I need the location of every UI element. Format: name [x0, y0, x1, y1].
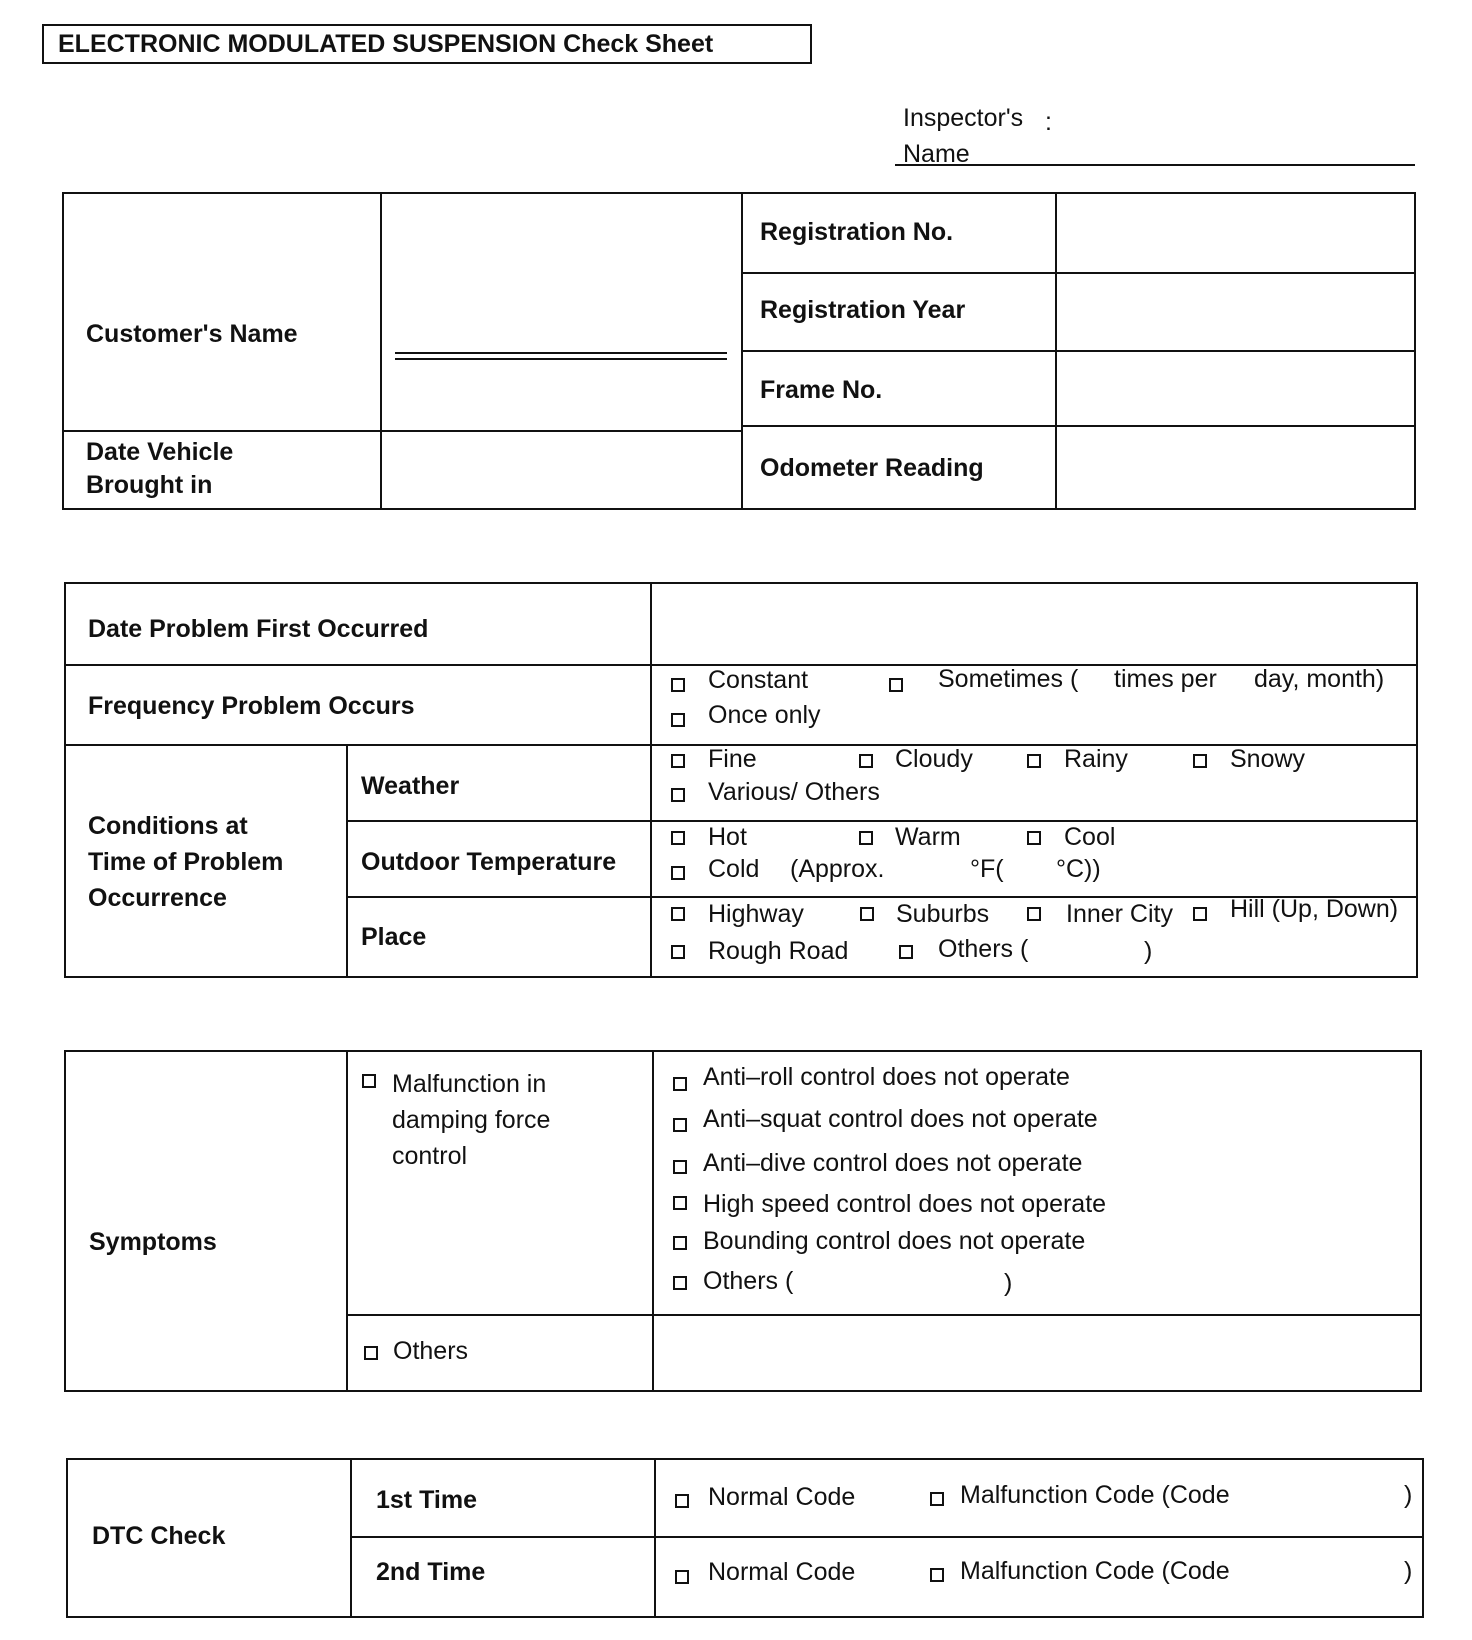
- freq-once-checkbox[interactable]: [671, 713, 685, 727]
- symptoms-table: [64, 1050, 1422, 1392]
- temp-celsius-label: °C)): [1056, 855, 1101, 883]
- freq-once-label: Once only: [708, 701, 821, 729]
- place-others-checkbox[interactable]: [899, 945, 913, 959]
- symptoms-others-checkbox[interactable]: [364, 1346, 378, 1360]
- place-inner-city-label: Inner City: [1066, 900, 1173, 928]
- malfunction-damping-label: [392, 1066, 550, 1174]
- freq-constant-label: Constant: [708, 666, 809, 694]
- bounding-checkbox[interactable]: [673, 1236, 687, 1250]
- conditions-label-line3: Occurrence: [88, 884, 227, 912]
- dtc-first-normal-label: Normal Code: [708, 1483, 856, 1511]
- weather-cloudy-label: Cloudy: [895, 745, 973, 773]
- temp-warm-label: Warm: [895, 823, 961, 851]
- malfunction-damping-line2: damping force: [392, 1106, 551, 1134]
- bounding-label: Bounding control does not operate: [703, 1227, 1086, 1255]
- place-highway-checkbox[interactable]: [671, 907, 685, 921]
- inspector-label: [903, 100, 1023, 172]
- symptoms-divider-2: [652, 1050, 654, 1392]
- vehicle-divider-1: [380, 192, 382, 510]
- dtc-check-label: DTC Check: [92, 1522, 226, 1550]
- weather-fine-checkbox[interactable]: [671, 754, 685, 768]
- temp-cold-checkbox[interactable]: [671, 866, 685, 880]
- date-brought-label: [86, 436, 233, 502]
- weather-fine-label: Fine: [708, 745, 757, 773]
- anti-squat-checkbox[interactable]: [673, 1118, 687, 1132]
- symptoms-row-line: [346, 1314, 1422, 1316]
- weather-snowy-label: Snowy: [1230, 745, 1306, 773]
- customer-name-label: Customer's Name: [86, 320, 298, 348]
- weather-rainy-label: Rainy: [1064, 745, 1128, 773]
- dtc-second-malfunction-label: Malfunction Code (Code: [960, 1557, 1230, 1585]
- malfunction-damping-line1: Malfunction in: [392, 1070, 547, 1098]
- temp-cold-label: Cold: [708, 855, 760, 883]
- outdoor-temp-label: Outdoor Temperature: [361, 848, 617, 876]
- inspector-label-line2: Name: [903, 140, 970, 168]
- date-brought-label-line1: Date Vehicle: [86, 438, 234, 466]
- sheet-title: ELECTRONIC MODULATED SUSPENSION Check Sheet: [42, 24, 812, 64]
- dtc-first-time-label: 1st Time: [376, 1486, 477, 1514]
- vehicle-row-line-2: [741, 350, 1416, 352]
- conditions-row-line-3: [346, 820, 1418, 822]
- temp-approx-label: (Approx.: [790, 855, 885, 883]
- high-speed-label: High speed control does not operate: [703, 1190, 1107, 1218]
- temp-fahrenheit-label: °F(: [970, 855, 1004, 883]
- freq-sometimes-label: Sometimes (: [938, 665, 1079, 693]
- conditions-divider-values: [650, 582, 652, 978]
- place-rough-road-label: Rough Road: [708, 937, 849, 965]
- symptoms-label: Symptoms: [89, 1228, 217, 1256]
- temp-hot-label: Hot: [708, 823, 747, 851]
- anti-roll-label: Anti–roll control does not operate: [703, 1063, 1070, 1091]
- place-inner-city-checkbox[interactable]: [1027, 907, 1041, 921]
- conditions-label-line1: Conditions at: [88, 812, 248, 840]
- dtc-divider-1: [350, 1458, 352, 1618]
- registration-no-label: Registration No.: [760, 218, 954, 246]
- dtc-first-normal-checkbox[interactable]: [675, 1494, 689, 1508]
- weather-various-label: Various/ Others: [708, 778, 880, 806]
- anti-dive-label: Anti–dive control does not operate: [703, 1149, 1083, 1177]
- freq-constant-checkbox[interactable]: [671, 678, 685, 692]
- conditions-label: [88, 808, 283, 916]
- dtc-first-malfunction-close: ): [1404, 1481, 1413, 1509]
- place-label: Place: [361, 923, 427, 951]
- inspector-label-line1: Inspector's: [903, 104, 1024, 132]
- freq-times-per-label: times per: [1114, 665, 1217, 693]
- inspector-colon: :: [1045, 108, 1052, 136]
- place-hill-label: Hill (Up, Down): [1230, 895, 1399, 923]
- anti-roll-checkbox[interactable]: [673, 1077, 687, 1091]
- place-others-label: Others (: [938, 935, 1029, 963]
- dtc-first-malfunction-label: Malfunction Code (Code: [960, 1481, 1230, 1509]
- place-suburbs-checkbox[interactable]: [860, 907, 874, 921]
- place-rough-road-checkbox[interactable]: [671, 945, 685, 959]
- conditions-divider-sub: [346, 744, 348, 978]
- conditions-label-line2: Time of Problem: [88, 848, 284, 876]
- vehicle-row-line-left: [62, 430, 742, 432]
- vehicle-row-line-1: [741, 272, 1416, 274]
- weather-various-checkbox[interactable]: [671, 788, 685, 802]
- place-highway-label: Highway: [708, 900, 804, 928]
- dtc-second-malfunction-close: ): [1404, 1557, 1413, 1585]
- weather-snowy-checkbox[interactable]: [1193, 754, 1207, 768]
- place-hill-checkbox[interactable]: [1193, 907, 1207, 921]
- weather-label: Weather: [361, 772, 460, 800]
- anti-dive-checkbox[interactable]: [673, 1160, 687, 1174]
- dtc-second-normal-checkbox[interactable]: [675, 1570, 689, 1584]
- temp-warm-checkbox[interactable]: [859, 831, 873, 845]
- odometer-label: Odometer Reading: [760, 454, 984, 482]
- damping-others-checkbox[interactable]: [673, 1276, 687, 1290]
- malfunction-damping-checkbox[interactable]: [362, 1074, 376, 1088]
- temp-hot-checkbox[interactable]: [671, 831, 685, 845]
- inspector-name-field[interactable]: [895, 164, 1415, 166]
- dtc-divider-2: [654, 1458, 656, 1618]
- damping-others-label: Others (: [703, 1267, 794, 1295]
- damping-others-close: ): [1004, 1269, 1013, 1297]
- anti-squat-label: Anti–squat control does not operate: [703, 1105, 1098, 1133]
- place-suburbs-label: Suburbs: [896, 900, 990, 928]
- customer-name-line-upper: [395, 352, 727, 354]
- symptoms-others-label: Others: [393, 1337, 469, 1365]
- symptoms-divider-1: [346, 1050, 348, 1392]
- malfunction-damping-line3: control: [392, 1142, 468, 1170]
- frame-no-label: Frame No.: [760, 376, 883, 404]
- dtc-second-normal-label: Normal Code: [708, 1558, 856, 1586]
- freq-sometimes-checkbox[interactable]: [889, 678, 903, 692]
- high-speed-checkbox[interactable]: [673, 1196, 687, 1210]
- dtc-second-time-label: 2nd Time: [376, 1558, 486, 1586]
- registration-year-label: Registration Year: [760, 296, 966, 324]
- place-others-close: ): [1144, 937, 1153, 965]
- dtc-first-malfunction-checkbox[interactable]: [930, 1492, 944, 1506]
- weather-cloudy-checkbox[interactable]: [859, 754, 873, 768]
- date-first-label: Date Problem First Occurred: [88, 615, 429, 643]
- weather-rainy-checkbox[interactable]: [1027, 754, 1041, 768]
- temp-cool-label: Cool: [1064, 823, 1116, 851]
- date-brought-label-line2: Brought in: [86, 471, 213, 499]
- freq-day-month-label: day, month): [1254, 665, 1385, 693]
- dtc-second-malfunction-checkbox[interactable]: [930, 1568, 944, 1582]
- vehicle-row-line-3: [741, 425, 1416, 427]
- customer-name-line-lower: [395, 358, 727, 360]
- temp-cool-checkbox[interactable]: [1027, 831, 1041, 845]
- dtc-row-line: [350, 1536, 1424, 1538]
- frequency-label: Frequency Problem Occurs: [88, 692, 415, 720]
